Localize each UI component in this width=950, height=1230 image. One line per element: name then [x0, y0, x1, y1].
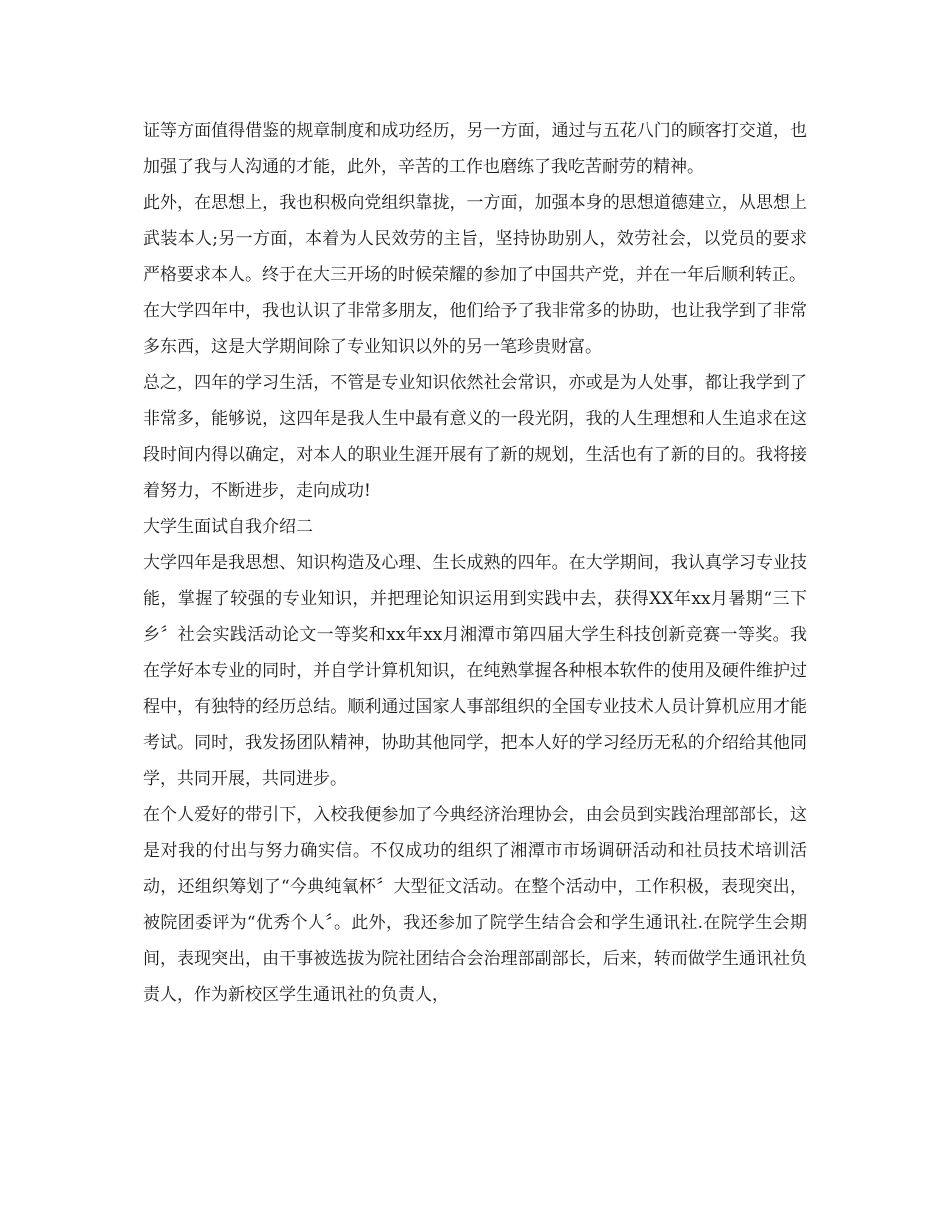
paragraph-friends: 在大学四年中，我也认识了非常多朋友，他们给予了我非常多的协助，也让我学到了非常多东西，这是大学期间除了专业知识以外的另一笔珍贵财富。 — [143, 301, 807, 357]
paragraph-activities: 在个人爱好的带引下，入校我便参加了今典经济治理协会，由会员到实践治理部部长，这是对我的付出与努力确实信。不仅成功的组织了湘潭市市场调研活动和社员技术培训活动，还组织筹划了“今典纯氧杯〞大型征文活动。在整个活动中，工作积极，表现突出，被院团委评为“优秀个人〞。此外，我还参加了院学生结合会和学生通讯社.在院学生会期间，表现突出，由干事被选拔为院社团结合会治理部副部长，后来，转而做学生通讯社负责人，作为新校区学生通讯社的负责人， — [143, 805, 807, 1005]
paragraph-political-thought: 此外，在思想上，我也积极向党组织靠拢，一方面，加强本身的思想道德建立，从思想上武装本人;另一方面，本着为人民效劳的主旨，坚持协助别人，效劳社会，以党员的要求严格要求本人。终于在大三开场的时候荣耀的参加了中国共产党，并在一年后顺利转正。 — [143, 193, 807, 285]
paragraph-work-experience: 证等方面值得借鉴的规章制度和成功经历，另一方面，通过与五花八门的顾客打交道，也加强了我与人沟通的才能，此外，辛苦的工作也磨练了我吃苦耐劳的精神。 — [143, 121, 807, 177]
section-heading: 大学生面试自我介绍二 — [143, 517, 313, 537]
document-body — [143, 113, 807, 1013]
paragraph-study: 大学四年是我思想、知识构造及心理、生长成熟的四年。在大学期间，我认真学习专业技能，掌握了较强的专业知识，并把理论知识运用到实践中去，获得XX年xx月暑期“三下乡〞社会实践活动论文一等奖和xx年xx月湘潭市第四届大学生科技创新竞赛一等奖。我在学好本专业的同时，并自学计算机知识，在纯熟掌握各种根本软件的使用及硬件维护过程中，有独特的经历总结。顺利通过国家人事部组织的全国专业技术人员计算机应用才能考试。同时，我发扬团队精神，协助其他同学，把本人好的学习经历无私的介绍给其他同学，共同开展，共同进步。 — [143, 553, 807, 789]
paragraph-summary: 总之，四年的学习生活，不管是专业知识依然社会常识，亦或是为人处事，都让我学到了非常多，能够说，这四年是我人生中最有意义的一段光阴，我的人生理想和人生追求在这段时间内得以确定，对本人的职业生涯开展有了新的规划，生活也有了新的目的。我将接着努力，不断进步，走向成功! — [143, 373, 807, 501]
